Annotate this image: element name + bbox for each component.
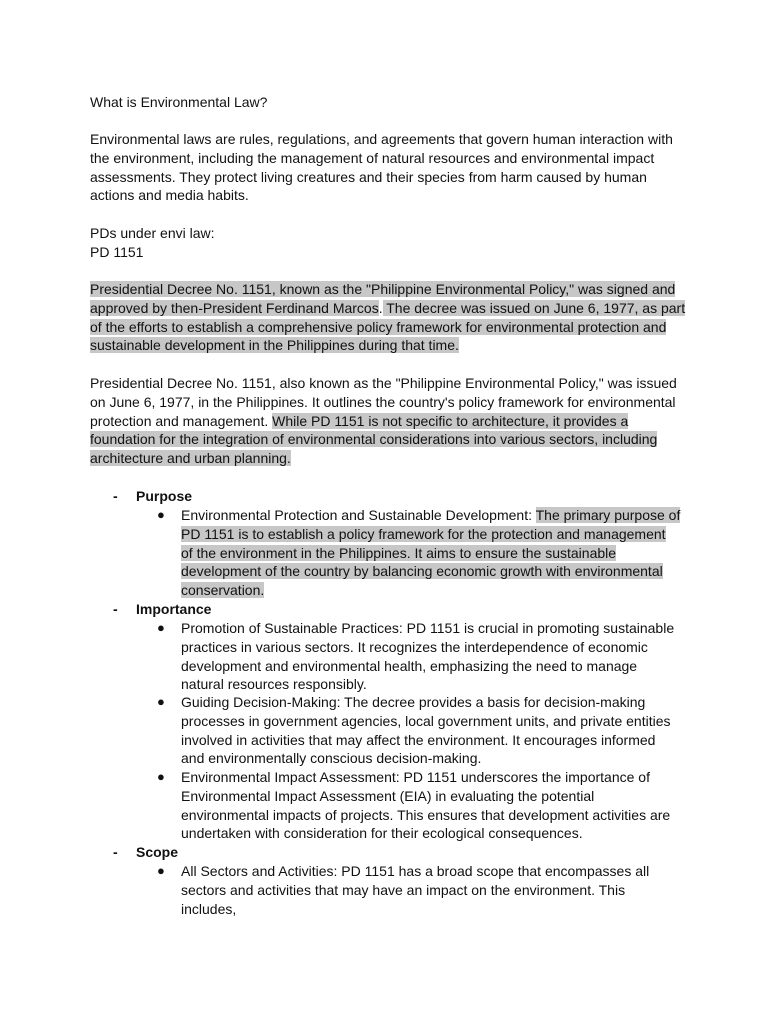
plain-span: Presidential Decree No. 1151, also known as the "Philippine Environmental Policy," was issued on June 6, 1977, in the Philippines. It outlines the country's policy framework for environmental protection and management.	[90, 375, 677, 429]
plain-span: .	[378, 299, 383, 316]
purpose-heading: Purpose	[136, 488, 193, 504]
importance-item-text: Guiding Decision-Making: The decree provides a basis for decision-making processes in government agencies, local government units, and private entities involved in activities that may affect the environment. It encourages informed and environmentally conscious decision-making.	[181, 694, 671, 767]
importance-heading: Importance	[136, 601, 212, 617]
pds-label: PDs under envi law:	[90, 225, 215, 241]
highlight-span: While PD 1151 is not specific to architecture, it provides a foundation for the integration of environmental considerations into various sectors, including architecture and urban planning.	[90, 412, 658, 467]
scope-heading: Scope	[136, 844, 179, 860]
scope-item-text: All Sectors and Activities: PD 1151 has a broad scope that encompasses all sectors and activities that may have an impact on the environment. This includes,	[181, 863, 650, 917]
pd1151-history-paragraph	[90, 280, 690, 355]
bullet-icon: ●	[157, 620, 165, 635]
page-title: What is Environmental Law?	[90, 94, 268, 110]
bullet-icon: ●	[157, 769, 165, 784]
importance-item-text: Promotion of Sustainable Practices: PD 1151 is crucial in promoting sustainable practices in various sectors. It recognizes the interdependence of economic development and environmental health, emphasizing the need to manage natural resources responsibly.	[181, 620, 675, 693]
dash-bullet: -	[113, 844, 118, 860]
pd-number: PD 1151	[90, 244, 144, 260]
plain-span: Environmental Protection and Sustainable Development:	[181, 507, 536, 523]
highlight-span: The decree was issued on June 6, 1977, as part of the efforts to establish a comprehensive policy framework for environmental protection and sustainable development in the Philippines during that time.	[90, 299, 686, 354]
highlight-span: Presidential Decree No. 1151, known as the "Philippine Environmental Policy," was signed and approved by then-President Ferdinand Marcos	[90, 281, 676, 316]
dash-bullet: -	[113, 488, 118, 504]
purpose-item-text	[181, 506, 681, 600]
highlight-span: The primary purpose of PD 1151 is to establish a policy framework for the protection and management of the environment in the Philippines. It aims to ensure the sustainable development of the country by balancing economic growth with environmental conservation.	[181, 507, 681, 599]
bullet-icon: ●	[157, 863, 165, 878]
pd1151-overview-paragraph	[90, 374, 690, 468]
importance-item-text: Environmental Impact Assessment: PD 1151 underscores the importance of Environmental Impact Assessment (EIA) in evaluating the potential environmental impacts of projects. This ensures that development activities are undertaken with consideration for their ecological consequences.	[181, 769, 671, 842]
dash-bullet: -	[113, 601, 118, 617]
bullet-icon: ●	[157, 694, 165, 709]
intro-paragraph: Environmental laws are rules, regulations, and agreements that govern human interaction with the environment, including the management of natural resources and environmental impact assessments. They protect living creatures and their species from harm caused by human actions and media habits.	[90, 131, 673, 204]
bullet-icon: ●	[157, 507, 165, 522]
